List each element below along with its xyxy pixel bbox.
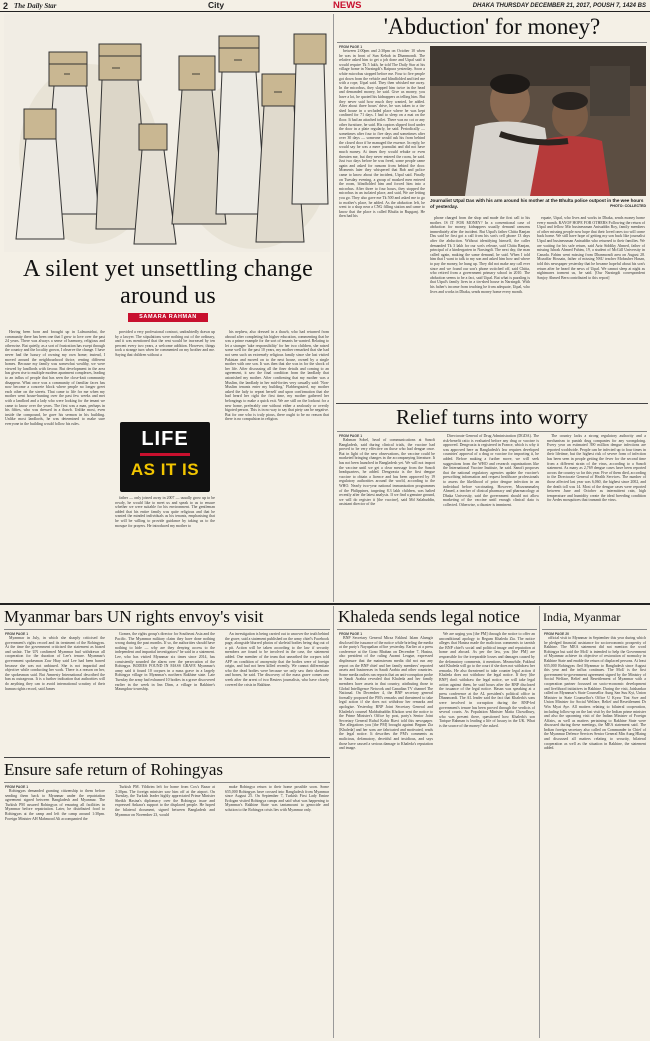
khaleda-column-1 [339, 636, 433, 1036]
relief-column-1 [339, 438, 435, 598]
section-left-label: City [208, 0, 225, 10]
myanmar-column-3 [225, 632, 329, 754]
myanmar-column-2 [115, 632, 215, 754]
relief-dateline: FROM PAGE 1 [339, 434, 363, 438]
section-right-label: NEWS [333, 0, 362, 11]
rohingya-dateline: FROM PAGE 1 [5, 785, 29, 789]
myanmar-headline: Myanmar bars UN rights envoy's visit [4, 607, 264, 626]
silent-column-2 [115, 330, 215, 420]
abduction-photo [430, 46, 646, 196]
abduction-col2-text: phone charged from the shop and made the first call to his mother. IS IT FOR MONEY? In a conventional case of abduction for money, kidnappers usually demand ransoms immediately after the incident. But Utpal's father Chitta Ranjan Das said he first got a call from his son's cell phone 13 days after the abduction. Without identifying himself, the caller demanded Tk 3 lakh for our son's release, said Chitta Ranjan, principal of a kindergarten in Narsingdi. The next day, the man called again, making the same demand, he said. When I told him that I want to talk to my son and asked him how and where to pay the money, he hung up. They did not make any call ever since and we found our son's phone switched off, said Chitta, who retired from a government primary school in 2010. The abduction seems to be a fact, said Utpal. But what is puzzling is that Utpal's family lives in a tin-shed house in Narsingdi. With his father's income from teaching he from adequate, Utpal, who lives and works in Dhaka, sends money home every month. [430, 216, 530, 294]
left-panel-divider [333, 14, 334, 602]
rohingya-rule [4, 782, 330, 783]
relief-col2-text: Directorate General of Drug Administration (DGDA). The risk-benefit ratio is evaluated before any drug or vaccine is approved. Dengvaxia is registered in France, which is why it was approved here as Bangladesh's law requires developed countries' approval of a drug or vaccine for importing it, he added. Before making a further move, we will seek suggestions from the WHO and research organisations like the International Vaccine Institute, he said. Sanofi proposes that the national regulatory agencies update the vaccine's prescribing information and request healthcare professionals to assess the likelihood of prior dengue infection in an individual before vaccinating. However, Mozzammaleq Ahmed, a teacher of clinical pharmacy and pharmacology at Dhaka University, said the government should not allow marketing of the vaccine until enough clinical data is collected. Otherwise, a disaster is imminent. [443, 434, 539, 507]
relief-headline: Relief turns into worry [396, 405, 588, 429]
khaleda-col2-text: We are urging you [the PM] through the notice to offer an unconditional apology to Begum Khaleda Zia. The notice alleges that Hasina made the malicious comments to tarnish the BNP chief's social and political image and reputation at home and abroad. As per the law, you [the PM] are responsible for the irreparable losses and damages caused by the defamatory comments, it mentions. Meanwhile, Fakhrul said Khaleda will go to the court if she does not withdraw her remarks. He also threatened to take counter legal action if Khaleda does not withdraw the legal notice. If they [the BNP] don't withdraw the legal notice, we will take legal action against them, he said hours after the BNP disclosed the issuance of the legal notice. Hasan was speaking at a press conference at the AL president's political office in Dhanmondi. The AL leader said the fact that Khaleda's sons were involved in corruption during the BNP-led government's tenure has been proved through the verdicts of several courts. As Population Minister Matia Chowdhury, who was present there, questioned how Khaleda's son Tarique Rahman is leading a life of luxury in the UK. What is the source of the money? she asked. [439, 632, 535, 728]
myanmar-column-1 [5, 636, 105, 754]
abduction-photo-caption [430, 198, 646, 209]
relief-col1-text: Rahman Sobel, head of communications at Sanofi Bangladesh, said during clinical trials, the vaccine had proved to be very effective on those who had dengue once. But in light of the new observations, the vaccine could be marketed bringing changes in the accompanying literature. It has not been launched in Bangladesh yet. We will not import the vaccine until we get a clear message from the Sanofi headquarters, he added. Dengvaxia is the first dengue vaccine to obtain a licence and has been approved by 19 regulatory authorities around the world, according to the WHO. Nearly two-year national immunisation programmes of the Philippines, targeting 8.3 lakh children, was halted recently after the latest analysis. If we find a genuine ground, we will do register it [the vaccine], said Md Salahuddin, assistant director of the [339, 438, 435, 507]
silent-column-1 [5, 330, 105, 598]
rohingya-col3-text: make Rohingya return to their home possible soon. Some 655,000 Rohingyas have crossed into Bangladesh from Myanmar since August 25. On September 7, Turkish First Lady Emine Erdogan visited Rohingya camps and said what was happening to Myanmar's Rakhine State was tantamount to genocide and solution to the Rohingya crisis lies with Myanmar only. [225, 785, 329, 812]
myanmar-bottom-rule [4, 757, 330, 758]
relief-column-3 [547, 434, 646, 598]
life-box-top: LIFE [141, 428, 189, 450]
bottom-divider-right [539, 606, 540, 1038]
khaleda-headline: Khaleda sends legal notice [338, 607, 520, 626]
myanmar-col3-text: An investigation is being carried out to uncover the truth behind the grave, said a statement published on the army chief's Facebook page, alongside blurred photos of skeletal bodies being dug out of a pit. Action will be taken according to the law if security members are found to be involved in the case, the statement added. One member of the team that unearthed the corpses told AFP on condition of anonymity that the bodies were of foreign origin, and had not been killed recently. We cannot differentiate who the dead bodies were because we only saw their skeletons and bones, he said. The discovery of the mass grave comes one week after the arrest of two Reuters journalists, who have closely covered the crisis in Rakhine. [225, 632, 329, 687]
abduction-rule [337, 42, 647, 43]
myanmar-dateline: FROM PAGE 1 [5, 632, 29, 636]
silent-col2b-text: father — only joined away in 2007 — usually grow up to be rowdy, he would like to meet us and speak to us to ensure whether we were suitable for his environment. The gentleman added that his entire family was quite religious and that he wanted the minded individuals as his tenants, emphasising that he will be willing to provide guidance by taking us to the mosque for prayers. He introduced my mother to [115, 496, 215, 528]
illustration-svg [4, 14, 330, 252]
silent-column-2b [115, 496, 215, 598]
abduction-column-2 [430, 216, 530, 400]
abduction-column-1 [339, 49, 425, 401]
rohingya-column-1 [5, 789, 105, 1037]
abduction-bottom-rule [336, 403, 648, 404]
caption-text: Journalist Utpal Das with his arm around his mother at the Bhulta police outpost in the wee hours of yesterday. [430, 198, 644, 209]
india-dateline: FROM PAGE 20 [544, 632, 569, 636]
life-box-divider [140, 453, 190, 456]
rohingya-col2-text: Turkish PM. Yildirim left for home from Cox's Bazar at 2:30pm. The foreign minister saw him off at the airport. On Tuesday, the Turkish leader highly appreciated Prime Minister Sheikh Hasina's diplomacy over the Rohingya issue and expressed Ankara's support to the displaced people. He hoped the bilateral document, signed between Bangladesh and Myanmar on November 23, would [115, 785, 215, 817]
myanmar-col2-text: Gomez, the rights group's director for Southeast Asia and the Pacific. The Myanmar military claim they have done nothing wrong during the past months. If so, the authorities should have nothing to hide — why are they denying access to the independent and impartial investigators? he said in a statement. Lee, who has visited Myanmar six times since 2014, has consistently sounded the alarm over the persecution of the Rohingya. BODIES FOUND IN MASS GRAVE Myanmar's army said it found 10 corpses in a mass grave in a largely Rohingya village in Myanmar's northern Rakhine state. Late Tuesday the army had exhumed 10 bodies in a grave discovered earlier in the week in Inn Dinn, a village in Rakhine's Maungdaw township. [115, 632, 215, 692]
silent-col1-text: Having been born and brought up in Lalmonirhat, the community there has been one that I grew to love over the past 24 years. There was always a sense of harmony, religious and otherwise. But quietly, as a sort of frustration has swept through the country and the locality grown, I observe the change. I have never had the luxury of owning my own home; instead, I moved around the neighbourhood thrice, renting different homes. Because my family was somewhat wealthy, we were viewed by landlords with favour. But development in the area has given rise to multiple modern apartment complexes, leading to an influx of people that has seen the close-knit community disappear. What once was a community of familiar faces has now become a concrete block where people no longer greet each other on the streets. That came to life for me when my mother went house-hunting over the past few weeks and met with a landlord and a lady who were looking for the tenant we came to know over the years. The first was a man, perhaps in his fifties, who was dressed in a thawb. Unlike most, even inside the compound, he gave his sermon in his building. Unlike most landlords, he was determined to make sure everyone in the building would follow his rules. [5, 330, 105, 426]
india-col-text: official visit to Myanmar in September this year during which he pledged financial assistance for socioeconomic prosperity of Rakhine. The MEA statement did not mention the word Rohingya but said the MoU is intended to help the Government of Myanmar achieve its objective of restoration of normalcy in Rakhine State and enable the return of displaced persons. At least 655,000 Rohingyas fled Myanmar to Bangladesh since August this year and the influx continues. The MoU is the first government-to-government agreement signed by the Ministry of Social Welfare, Relief and Resettlement of Myanmar with a cooperation partner focussed on socio-economic development and livelihood initiatives in Rakhine. During the visit, Jaishankar called on Myanmar's State Counsellor Aung San Suu Kyi, Union Minister in State Counsellor's Office U Kyaw Tint Swe and Union Minister for Social Welfare, Relief and Resettlement Dr Win Myat Aye. All matters relating to bilateral cooperation, including follow-up on the last visit by the Indian prime minister and also the upcoming visit of the Indian Minister of Foreign Affairs, as well as matters pertaining to Rakhine State were discussed during these meetings, the MEA statement said. The Indian foreign secretary also called on Commander in Chief of the Myanmar Defence Services Senior General Min Aung Hlaing and discussed all matters relating to security, bilateral cooperation as well as the situation in Rakhine, the statement added. [544, 636, 646, 751]
silent-headline: A silent yet unsettling change around us [23, 256, 313, 309]
silent-illustration [4, 14, 330, 252]
myanmar-rule [4, 629, 330, 630]
india-headline: India, Myanmar [543, 610, 621, 624]
page-number: 2 [3, 1, 9, 11]
india-column [544, 636, 646, 1036]
silent-byline: SAMARA RAHMAN [128, 313, 208, 322]
abduction-col1-text: between 2:00pm and 2:30pm on October 10 when he was in front of Sun Kebab in Dhanmondi. The relative asked him to get a job done and Utpal said it would require Tk 5 lakh, he told The Daily Star at his village home in Narsingdi's Raipura yesterday. Soon a white microbus stopped before me. Four to five people got down from the vehicle and blindfolded and tied me with a rope, Utpal said. They then whisked me away. In the microbus, they slapped him twice in the head and demanded money, he said. Give us money, you have a lot, he quoted his kidnappers as telling him. But they never said how much they wanted, he added. After about three hours' drive, he was taken to a tin-shed house in a secluded place where he was kept confined for 71 days. I had to sleep on a mat on the floor. It had an attached toilet. There was no cot or any other furniture, he said. His captors slipped food under the door in a plate regularly, he said. Periodically — sometimes after four to five days and sometimes after over 30 days — someone would ask his from behind the closed door if he managed the essence. In reply, he would say he was a mere journalist and did not have much money. At times they would rebuke or even threaten me, but they never entered the room, he said. Just two days before he was freed, some people came again and asked for ransom from behind the door. Moments later they whispered that Bab and police came to know about the incident, Utpal said. Finally on Tuesday evening, a group of masked men entered the room, blindfolded him and forced him into a microbus. After three to four hours, they stopped the microbus in an isolated place, and said, We are letting you go. They also gave me Tk 500 and asked me to go to mother's place, he added. As the abduction left, he went to a shop near a CNG filling station and came to know that the place is called Bhulta in Rupganj. He then had his [339, 49, 425, 219]
khaleda-dateline: FROM PAGE 1 [339, 632, 363, 636]
rohingya-headline: Ensure safe return of Rohingyas [4, 760, 224, 779]
khaleda-rule [337, 629, 537, 630]
rohingya-col1-text: Rohingyas demanded granting citizenship to them before sending them back to Myanmar under the repatriation agreement signed between Bangladesh and Myanmar. The Turkish PM assured Rohingyas of ensuring all facilities in Myanmar before repatriation. Later, he distributed food to Rohingyas at the camp and left the camp around 1:30pm. Foreign Minister AH Mahmood Ali accompanied the [5, 789, 105, 821]
relief-column-2 [443, 434, 539, 598]
edition-date: DHAKA THURSDAY DECEMBER 21, 2017, POUSH 7, 1424 BS [472, 2, 646, 9]
abduction-photo-svg [430, 46, 646, 196]
myanmar-col1-text: Myanmar in July, in which she sharply criticised the government's rights record and its treatment of the Rohingyas. At the time the government criticised the statement as biased and unfair. The UN confirmed Myanmar had withdrawn all cooperation for the duration of Lee's tenure. Myanmar's government spokesman Zaw Htay said Lee had been barred because she was not unbiased. She is not impartial and objective while conducting her work. There is a reason on her, the spokesman said. But Amnesty International described the ban as outrageous. It is a further indication that authorities will do anything they can to avoid international scrutiny of their human rights record, said James [5, 636, 105, 691]
khaleda-col1-text: BNP Secretary General Mirza Fakhrul Islam Alamgir disclosed the issuance of the notice while briefing the media at the party's Nayapaltan office yesterday. Earlier at a press conference at the Gono Bhaban on December 7, Hasina, also president of the ruling Awami League, expressed displeasure that the mainstream media did not run any report on the BNP chief and her family members' reported assets and businesses in Saudi Arabia and other countries. Some media outlets ran reports that an anti-corruption probe in Saudi Arabia revealed that Khaleda and her family members have assets in that country, attributing those to Global Intelligence Network and Canadian TV channel The National. On December 4, the BNP secretary general formally proposed the PM's remarks and threatened to take legal action if she does not withdraw her remarks and apologise. Yesterday, BNP Joint Secretary General and Khaleda's counsel Mahbubuddin Khokon sent the notice to the Prime Minister's Office by post, party's Senior Joint Secretary General Ruhul Kabir Rizvi told this newspaper. The allegations you [the PM] brought against Begum Zia [Khaleda] and her sons are fabricated and motivated, reads the legal notice. It describes the PM's comments as malicious, defamatory, deceitful and insidious, and says those have caused a serious damage to Khaleda's reputation and image. [339, 636, 433, 751]
silent-column-3 [225, 330, 329, 598]
life-as-it-is-box [120, 422, 210, 492]
life-box-bottom: AS IT IS [130, 460, 200, 479]
rohingya-column-2 [115, 785, 215, 1037]
mid-page-rule [0, 603, 650, 605]
abduction-dateline: FROM PAGE 1 [339, 45, 363, 49]
masthead [0, 0, 650, 12]
paper-name: The Daily Star [14, 1, 57, 10]
relief-rule [337, 431, 647, 432]
bottom-divider-left [333, 606, 334, 1038]
india-rule [542, 629, 647, 630]
abduction-column-3 [537, 216, 645, 400]
rohingya-column-3 [225, 785, 329, 1037]
abduction-headline: 'Abduction' for money? [383, 14, 601, 39]
relief-col3-text: The country lacks a strong regulatory authority and a mechanism to punish drug companies for any wrongdoing. Every year an estimated 390 million dengue infections are reported worldwide. People can be infected up to four times in their lifetime, but the highest risk of severe form of infection has been seen in people getting the fever for the second time from a different strain of the virus, according to a Sanofi statement. As many as 2,769 dengue cases have been reported across the country so far this year. Five of them died, according to the Directorate General of Health Services. The number of those affected last year was 6,060, the highest since 2002, and the death toll was 14. Most of the dengue cases were reported between June and October as intermittent rain, high temperature and humidity create the ideal breeding condition for Aedes mosquitoes that transmit the virus. [547, 434, 646, 503]
khaleda-column-2 [439, 632, 535, 1036]
silent-col2-text: provided a very professional contract, undoubtedly drawn up by a lawyer. The stipulations were nothing out of the ordinary, and it was mentioned that the rent would be increased by ten percent every two years, a welcome addition. However, things took a strange turn when he commented on my brother and me. Saying that children without a [115, 330, 215, 357]
silent-col3-text: his nephew, also dressed in a thawb, who had returned from abroad after completing his higher education, commenting that he was a prime example for the sort of tenants he wanted. Relating to let a stranger 'take responsibility' for her two children, she raised some well for the past 10 years, my mother remarked that she had not seen such an extremely religious family since she last visited Pakistan and moved on to the next house, owned by a single mother with one son. It was then that she was in for the shock of her life. After discussing all the finer details and coming to an agreement, it saw the final condition from the landlady that astonished my mother. After confirming that my mother was a Muslim, the landlady in her mid-forties very casually said: 'Non-Muslim tenants enter my building.' Flabbergasted, my mother asked the lady to repeat herself and upon confirmation that she had heard her right the first time, my mother gathered her belongings to make a quick exit. We are still on the lookout for a new home, preferably one without either a zealously or overtly bigoted person. This is in no way to say that piety can be negative. But for one who is truly pious, there ought to be no reason that there is no compulsion in religion. [225, 330, 329, 422]
photo-credit: PHOTO: COLLECTED [610, 203, 646, 208]
abduction-col3-text: equate, Utpal, who lives and works in Dhaka, sends money home every month. RAYOF HOPE FOR OTHERS Following the return of Utpal and fellow Mir businessman Anisuddin Roy, family members of other missing people now hope that their loved ones too will come back home. We still have hope of getting my son back like journalist Utpal and businessman Anisuddin who returned to their families. We are waiting for his safe return, said Aziz Siddiky Ahmed, father of missing Ishrak Ahmed Fahim, 19, a student of McGill University in Canada. Fahim went missing from Dhanmondi area on August 28. Mozaffar Hossain, father of missing NSU teacher Mobasher Hasan, told this newspaper yesterday that he became hopeful about his son's return after he heard the news of Utpal. We cannot sleep at night as nightmares torment us, he said. [Our Narsingdi correspondent Sanjoy Ahmed Bern contributed to this report] [537, 216, 645, 280]
